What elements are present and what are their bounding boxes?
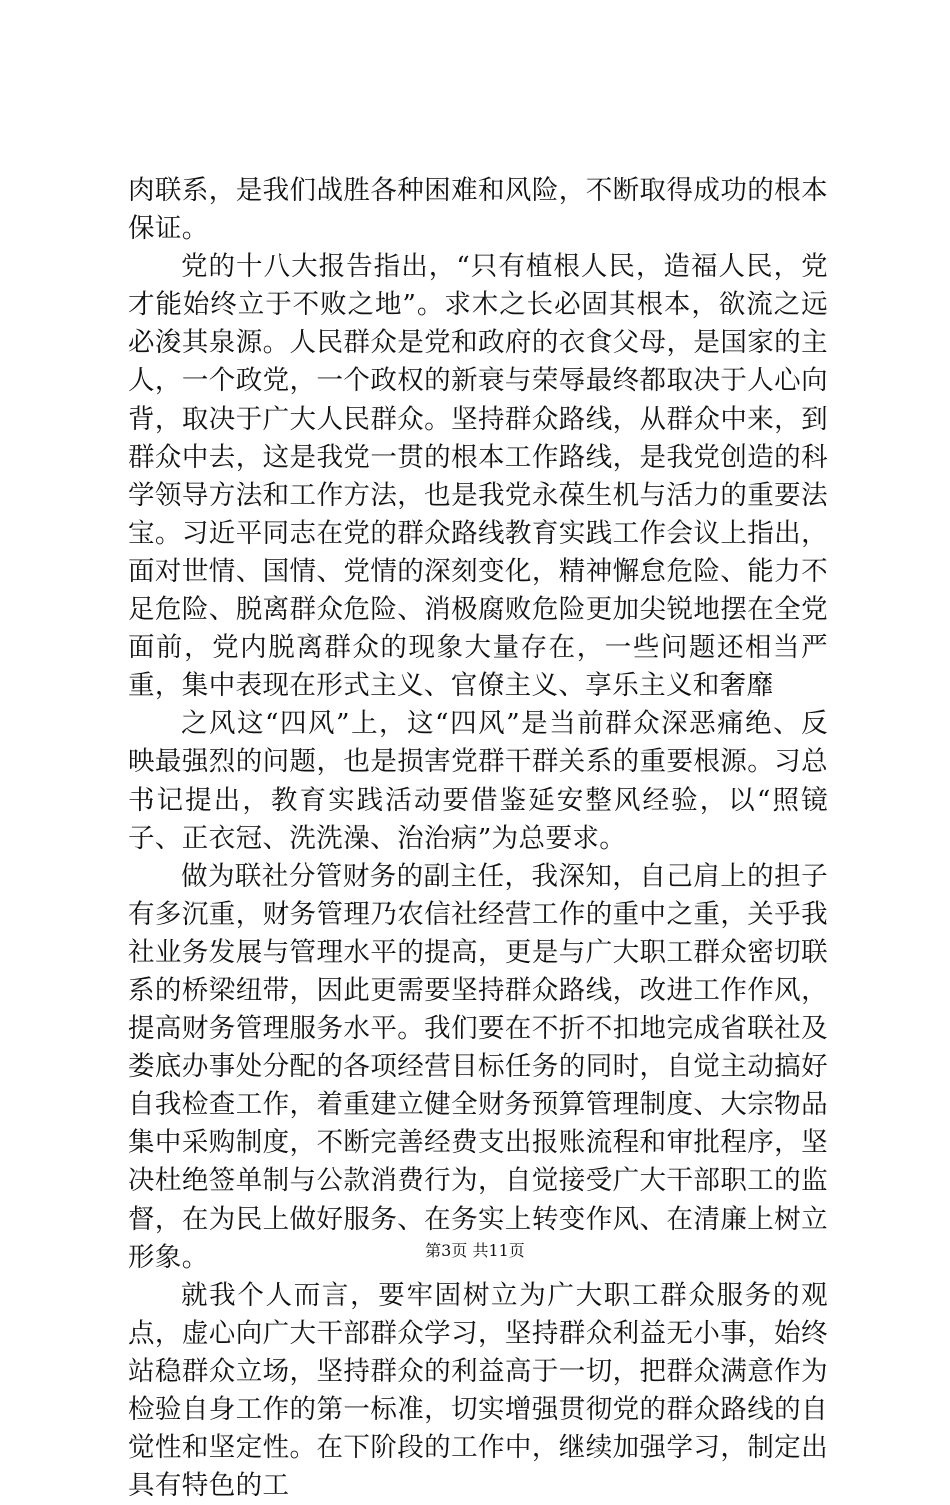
body-text xyxy=(128,172,828,1505)
paragraph-4: 做为联社分管财务的副主任，我深知，自己肩上的担子有多沉重，财务管理乃农信社经营工作的重中之重，关乎我社业务发展与管理水平的提高，更是与广大职工群众密切联系的桥梁纽带，因此更需要坚持群众路线，改进工作作风，提高财务管理服务水平。我们要在不折不扣地完成省联社及娄底办事处分配的各项经营目标任务的同时，自觉主动搞好自我检查工作，着重建立健全财务预算管理制度、大宗物品集中采购制度，不断完善经费支出报账流程和审批程序，坚决杜绝签单制与公款消费行为，自觉接受广大干部职工的监督，在为民上做好服务、在务实上转变作风、在清廉上树立形象。 xyxy=(128,860,828,1273)
paragraph-5: 就我个人而言，要牢固树立为广大职工群众服务的观点，虚心向广大干部群众学习，坚持群众利益无小事，始终站稳群众立场，坚持群众的利益高于一切，把群众满意作为检验自身工作的第一标准，切实增强贯彻党的群众路线的自觉性和坚定性。在下阶段的工作中，继续加强学习，制定出具有特色的工 xyxy=(128,1279,828,1502)
paragraph-3: 之风这“四风”上，这“四风”是当前群众深恶痛绝、反映最强烈的问题，也是损害党群干群关系的重要根源。习总书记提出，教育实践活动要借鉴延安整风经验，以“照镜子、正衣冠、洗洗澡、治治病”为总要求。 xyxy=(128,708,828,854)
paragraph-2: 党的十八大报告指出，“只有植根人民，造福人民，党才能始终立于不败之地”。求木之长必固其根本，欲流之远必浚其泉源。人民群众是党和政府的衣食父母，是国家的主人，一个政党，一个政权的新衰与荣辱最终都取决于人心向背，取决于广大人民群众。坚持群众路线，从群众中来，到群众中去，这是我党一贯的根本工作路线，是我党创造的科学领导方法和工作方法，也是我党永葆生机与活力的重要法宝。习近平同志在党的群众路线教育实践工作会议上指出，面对世情、国情、党情的深刻变化，精神懈怠危险、能力不足危险、脱离群众危险、消极腐败危险更加尖锐地摆在全党面前，党内脱离群众的现象大量存在，一些问题还相当严重，集中表现在形式主义、官僚主义、享乐主义和奢靡 xyxy=(128,251,828,702)
page-number-footer: 第3页 共11页 xyxy=(425,1241,525,1260)
paragraph-1: 肉联系，是我们战胜各种困难和风险，不断取得成功的根本保证。 xyxy=(128,175,828,245)
